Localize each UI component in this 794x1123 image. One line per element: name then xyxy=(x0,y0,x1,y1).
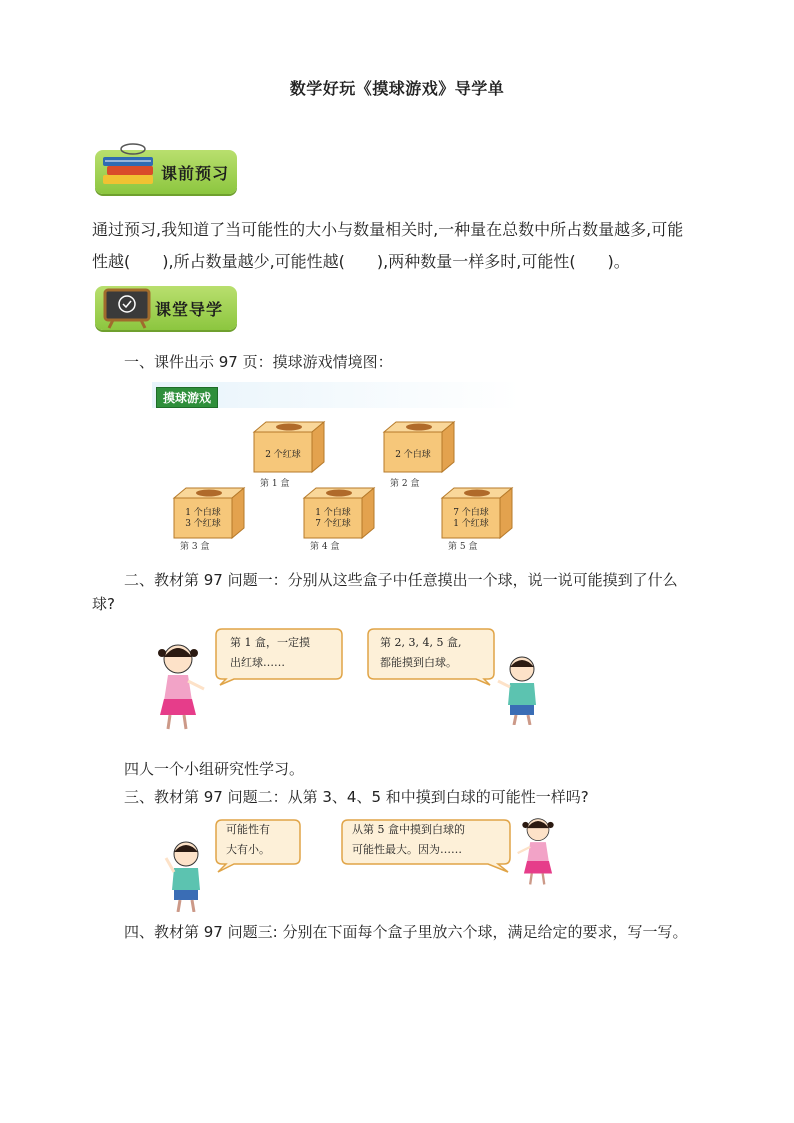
speech-bubble-right-line-2: 都能摸到白球。 xyxy=(380,656,457,669)
speech-bubble-right-line-1: 第 2, 3, 4, 5 盒, xyxy=(380,636,462,649)
preview-line-1: 通过预习,我知道了当可能性的大小与数量相关时,一种量在总数中所占数量越多,可能 xyxy=(92,220,684,239)
box-5-content xyxy=(442,508,500,530)
speech-bubble-left-2-line-2: 大有小。 xyxy=(226,843,270,856)
speech-bubble-left-line-2: 出红球…… xyxy=(230,656,285,669)
box-3-content xyxy=(174,508,232,530)
box-5-caption: 第 5 盒 xyxy=(448,542,478,552)
question-2-line-1: 二、教材第 97 问题一：分别从这些盒子中任意摸出一个球，说一说可能摸到了什么 xyxy=(124,571,678,589)
box-4-line-1: 1 个白球 xyxy=(315,508,351,518)
ball-game-scene xyxy=(152,382,520,552)
box-2-caption: 第 2 盒 xyxy=(390,479,420,489)
question-2-line-2: 球? xyxy=(92,595,115,613)
speech-bubble-left-text xyxy=(230,633,310,673)
boy-figure-icon xyxy=(496,655,546,725)
speech-bubble-right-2-text xyxy=(352,820,465,860)
page-title: 数学好玩《摸球游戏》导学单 xyxy=(289,79,505,98)
box-2-content: 2 个白球 xyxy=(395,450,431,460)
books-icon xyxy=(99,139,161,191)
speech-bubble-left-2-text xyxy=(226,820,270,860)
class-banner-label: 课堂导学 xyxy=(155,299,224,319)
box-4-content xyxy=(304,508,362,530)
boy-figure-icon-2 xyxy=(160,840,212,912)
speech-bubble-left-2-line-1: 可能性有 xyxy=(226,823,270,836)
box-5-line-2: 1 个红球 xyxy=(453,519,489,529)
box-3-line-2: 3 个红球 xyxy=(185,519,221,529)
box-3-caption: 第 3 盒 xyxy=(180,542,210,552)
girl-figure-icon xyxy=(150,639,206,731)
box-2 xyxy=(378,420,458,476)
question-2 xyxy=(92,568,712,616)
speech-bubble-right-2-line-2: 可能性最大。因为…… xyxy=(352,843,462,856)
speech-bubble-left-line-1: 第 1 盒，一定摸 xyxy=(230,636,310,649)
dialog-1-illustration xyxy=(150,625,550,725)
girl-figure-icon-2 xyxy=(516,814,560,886)
preview-banner xyxy=(95,150,237,194)
dialog-2-illustration xyxy=(160,814,560,914)
box-1 xyxy=(248,420,328,476)
speech-bubble-right-text xyxy=(380,633,461,673)
question-1: 一、课件出示 97 页：摸球游戏情境图： xyxy=(124,353,393,371)
blackboard-icon xyxy=(99,287,155,329)
box-4-caption: 第 4 盒 xyxy=(310,542,340,552)
speech-bubble-right-2-line-1: 从第 5 盒中摸到白球的 xyxy=(352,823,465,836)
box-1-content: 2 个红球 xyxy=(265,450,301,460)
group-study-note: 四人一个小组研究性学习。 xyxy=(124,760,305,778)
preview-line-2: 性越( ),所占数量越少,可能性越( ),两种数量一样多时,可能性( )。 xyxy=(92,252,630,271)
box-1-caption: 第 1 盒 xyxy=(260,479,290,489)
box-4-line-2: 7 个红球 xyxy=(315,519,351,529)
question-3: 三、教材第 97 问题二：从第 3、4、5 和中摸到白球的可能性一样吗? xyxy=(124,788,589,806)
question-4: 四、教材第 97 问题三: 分别在下面每个盒子里放六个球，满足给定的要求，写一写。 xyxy=(124,923,688,941)
class-banner xyxy=(95,286,237,330)
scene-header-label: 摸球游戏 xyxy=(156,387,218,408)
box-5-line-1: 7 个白球 xyxy=(453,508,489,518)
preview-paragraph xyxy=(92,214,712,278)
box-3-line-1: 1 个白球 xyxy=(185,508,221,518)
preview-banner-label: 课前预习 xyxy=(161,163,230,183)
